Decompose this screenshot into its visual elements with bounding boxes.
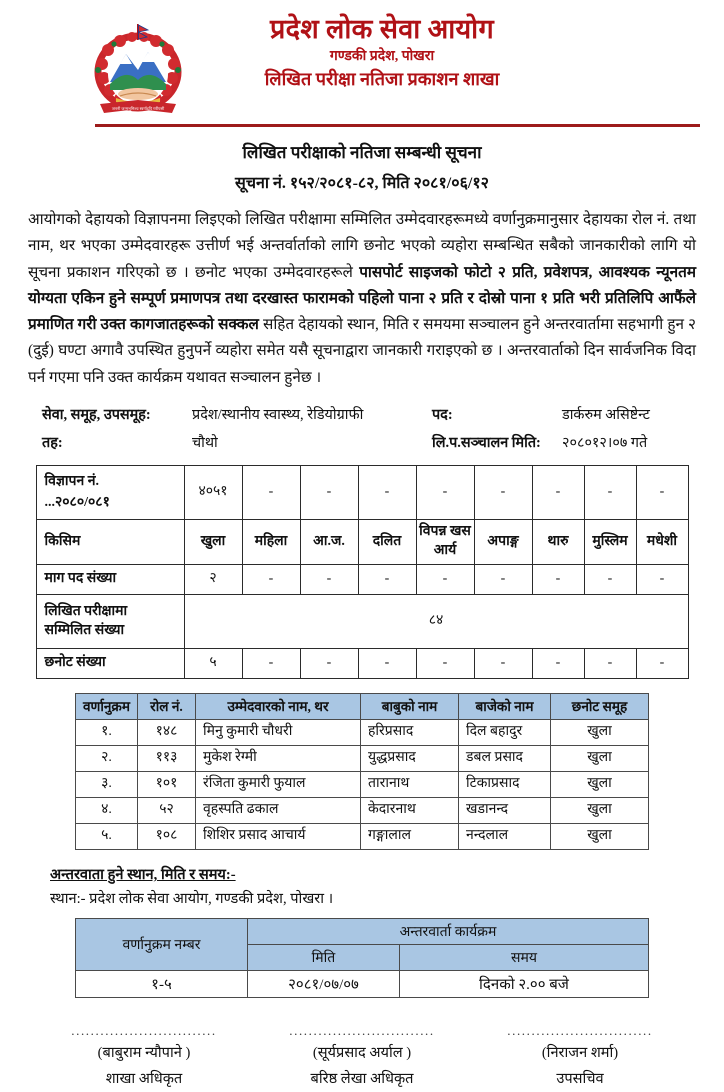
cell-roll: ११३: [138, 746, 196, 772]
kisim-cell-3: दलित: [358, 520, 416, 565]
service-info-block: [42, 401, 696, 457]
cell-group: खुला: [551, 746, 649, 772]
table-row-kisim: [36, 520, 688, 565]
appeared-label: [36, 595, 184, 649]
notice-title: लिखित परीक्षाको नतिजा सम्बन्धी सूचना: [242, 143, 482, 162]
cell-grandfather: दिल बहादुर: [459, 720, 551, 746]
level-value: चौथो: [192, 435, 218, 452]
interview-section: [0, 850, 724, 998]
cell-sn: ३.: [76, 772, 138, 798]
quota-table: [36, 465, 689, 679]
iv-col-header-sn: वर्णानुक्रम नम्बर: [75, 919, 247, 971]
signature-name: (बाबुराम न्यौपाने ): [97, 1045, 191, 1062]
selected-cell-4: -: [416, 649, 474, 679]
signature-3: [480, 1024, 680, 1092]
advertisement-label: [36, 466, 184, 520]
iv-col-header-time: समय: [399, 945, 648, 971]
notice-number: सूचना नं. १५२/२०८१-८२, मिति २०८१/०६/१२: [235, 175, 489, 192]
ad-label-line1: विज्ञापन नं.: [44, 474, 100, 490]
kisim-cell-6: थारु: [532, 520, 584, 565]
table-row-advertisement: [36, 466, 688, 520]
cell-roll: १०१: [138, 772, 196, 798]
interview-heading: अन्तरवाता हुने स्थान, मिति र समय:-: [50, 867, 236, 884]
cell-roll: १०८: [138, 824, 196, 850]
signature-dotted-line: ..............................: [71, 1023, 217, 1039]
cell-father: केदारनाथ: [361, 798, 459, 824]
demand-label: माग पद संख्या: [36, 565, 184, 595]
cell-name: मुकेश रेग्मी: [196, 746, 361, 772]
nepal-coat-of-arms-emblem: [86, 20, 190, 120]
iv-col-header-program: अन्तरवार्ता कार्यक्रम: [247, 919, 648, 945]
candidates-header-row: [76, 694, 649, 720]
service-label: सेवा, समूह, उपसमूह:: [42, 407, 151, 424]
selected-candidates-table: [75, 693, 649, 850]
signature-dotted-line: ..............................: [507, 1023, 653, 1039]
cell-father: गङ्गालाल: [361, 824, 459, 850]
cell-group: खुला: [551, 772, 649, 798]
cell-name: वृहस्पति ढकाल: [196, 798, 361, 824]
col-header-father: बाबुको नाम: [361, 694, 459, 720]
cell-sn: १.: [76, 720, 138, 746]
notice-body-paragraph: [28, 207, 696, 391]
demand-cell-0: २: [184, 565, 242, 595]
cell-group: खुला: [551, 720, 649, 746]
demand-cell-1: -: [242, 565, 300, 595]
ad-cell-6: -: [532, 466, 584, 520]
selected-cell-1: -: [242, 649, 300, 679]
exam-date-label: लि.प.सञ्चालन मिति:: [432, 435, 541, 452]
appeared-total-value: ८४: [184, 595, 688, 649]
organization-branch: लिखित परीक्षा नतिजा प्रकाशन शाखा: [264, 68, 500, 89]
table-row: [76, 798, 649, 824]
iv-cell-time: दिनको २.०० बजे: [399, 971, 648, 998]
kisim-cell-0: खुला: [184, 520, 242, 565]
col-header-name: उम्मेदवारको नाम, थर: [196, 694, 361, 720]
iv-col-header-date: मिति: [247, 945, 399, 971]
cell-grandfather: खडानन्द: [459, 798, 551, 824]
table-row: [75, 971, 648, 998]
cell-father: युद्धप्रसाद: [361, 746, 459, 772]
organization-province: गण्डकी प्रदेश, पोखरा: [329, 48, 435, 64]
level-examdate-row: [42, 429, 696, 457]
cell-group: खुला: [551, 824, 649, 850]
selected-cell-3: -: [358, 649, 416, 679]
signature-dotted-line: ..............................: [289, 1023, 435, 1039]
kisim-cell-2: आ.ज.: [300, 520, 358, 565]
signature-designation: शाखा अधिकृत: [105, 1070, 183, 1087]
col-header-roll: रोल नं.: [138, 694, 196, 720]
selected-cell-2: -: [300, 649, 358, 679]
signature-block: [44, 1024, 680, 1092]
kisim-cell-5: अपाङ्ग: [474, 520, 532, 565]
signature-designation: बरिष्ठ लेखा अधिकृत: [310, 1070, 414, 1087]
service-value: प्रदेश/स्थानीय स्वास्थ्य, रेडियोग्राफी: [192, 407, 364, 424]
demand-cell-2: -: [300, 565, 358, 595]
demand-cell-4: -: [416, 565, 474, 595]
interview-schedule-table: [75, 918, 649, 998]
cell-name: मिनु कुमारी चौधरी: [196, 720, 361, 746]
demand-cell-6: -: [532, 565, 584, 595]
cell-roll: १४८: [138, 720, 196, 746]
organization-name: प्रदेश लोक सेवा आयोग: [270, 14, 494, 44]
ad-cell-3: -: [358, 466, 416, 520]
demand-cell-8: -: [636, 565, 688, 595]
post-value: डार्करुम असिष्टेन्ट: [562, 407, 650, 424]
signature-2: [262, 1024, 462, 1092]
iv-cell-date: २०८१/०७/०७: [247, 971, 399, 998]
selected-cell-8: -: [636, 649, 688, 679]
kisim-cell-4: विपन्न खस आर्य: [416, 520, 474, 565]
demand-cell-3: -: [358, 565, 416, 595]
selected-cell-5: -: [474, 649, 532, 679]
post-label: पद:: [432, 407, 453, 424]
kisim-cell-1: महिला: [242, 520, 300, 565]
document-header: [0, 0, 724, 118]
cell-grandfather: नन्दलाल: [459, 824, 551, 850]
ad-cell-1: -: [242, 466, 300, 520]
selected-cell-7: -: [584, 649, 636, 679]
table-row-appeared: [36, 595, 688, 649]
selected-cell-0: ५: [184, 649, 242, 679]
selected-label: छनोट संख्या: [36, 649, 184, 679]
header-divider: [95, 124, 700, 127]
iv-cell-sn: १-५: [75, 971, 247, 998]
signature-name: (निराजन शर्मा): [541, 1045, 619, 1062]
cell-group: खुला: [551, 798, 649, 824]
ad-cell-2: -: [300, 466, 358, 520]
signature-1: [44, 1024, 244, 1092]
col-header-sn: वर्णानुक्रम: [76, 694, 138, 720]
demand-cell-7: -: [584, 565, 636, 595]
table-row: [76, 720, 649, 746]
kisim-label: किसिम: [36, 520, 184, 565]
ad-cell-7: -: [584, 466, 636, 520]
appeared-label-line1: लिखित परीक्षामा: [44, 603, 128, 619]
cell-name: शिशिर प्रसाद आचार्य: [196, 824, 361, 850]
table-row: [76, 772, 649, 798]
table-row: [76, 746, 649, 772]
body-bold-requirements: पासपोर्ट साइजको फोटो २ प्रति, प्रवेशपत्र, आवश्यक न्यूनतम योग्यता एकिन हुने सम्पूर्ण प्रमाणपत्र तथा दरखास्त फारामको पहिलो पाना २ प्रति र दोस्रो पाना १ प्रति भरी प्रतिलिपि आफैंले प्रमाणित गरी उक्त कागजातहरूको सक्कल: [28, 263, 696, 334]
col-header-group: छनोट समूह: [551, 694, 649, 720]
cell-father: तारानाथ: [361, 772, 459, 798]
interview-place: स्थान:- प्रदेश लोक सेवा आयोग, गण्डकी प्रदेश, पोखरा ।: [50, 891, 334, 908]
col-header-grandfather: बाजेको नाम: [459, 694, 551, 720]
selected-cell-6: -: [532, 649, 584, 679]
table-row: [76, 824, 649, 850]
signature-designation: उपसचिव: [556, 1070, 604, 1087]
ad-label-line2: ...२०८०/०८१: [44, 494, 110, 510]
cell-grandfather: डबल प्रसाद: [459, 746, 551, 772]
service-post-row: [42, 401, 696, 429]
ad-cell-0: ४०५१: [184, 466, 242, 520]
kisim-cell-8: मधेशी: [636, 520, 688, 565]
cell-name: रंजिता कुमारी फुयाल: [196, 772, 361, 798]
body-part-1: आयोगको देहायको विज्ञापनमा लिइएको लिखित परीक्षामा सम्मिलित उम्मेदवारहरूमध्ये वर्णानुक्रमानुसार देहायका रोल नं. तथा नाम, थर भएका उम्मेदवारहरू उत्तीर्ण भई अन्तर्वार्ताको लागि छनोट भएको व्यहोरा सम्बन्धित सबैको जानकारीको लागि यो सूचना प्रकाशन गरिएको छ । छनोट भएका उम्मेदवारहरूले: [28, 211, 696, 281]
kisim-cell-7: मुस्लिम: [584, 520, 636, 565]
cell-sn: ५.: [76, 824, 138, 850]
ad-cell-8: -: [636, 466, 688, 520]
demand-cell-5: -: [474, 565, 532, 595]
ad-cell-5: -: [474, 466, 532, 520]
cell-father: हरिप्रसाद: [361, 720, 459, 746]
table-row-selected: [36, 649, 688, 679]
ad-cell-4: -: [416, 466, 474, 520]
svg-text:जननी जन्मभूमिश्च स्वर्गादपि गर: जननी जन्मभूमिश्च स्वर्गादपि गरीयसी: [111, 106, 165, 111]
interview-header-row-1: [75, 919, 648, 945]
table-row-demand: [36, 565, 688, 595]
level-label: तह:: [42, 435, 63, 452]
cell-sn: २.: [76, 746, 138, 772]
signature-name: (सूर्यप्रसाद अर्याल ): [312, 1045, 412, 1062]
cell-sn: ४.: [76, 798, 138, 824]
appeared-label-line2: सम्मिलित संख्या: [44, 622, 125, 638]
cell-grandfather: टिकाप्रसाद: [459, 772, 551, 798]
cell-roll: ५२: [138, 798, 196, 824]
exam-date-value: २०८०१२।०७ गते: [562, 435, 648, 452]
body-part-2: सहित देहायको स्थान, मिति र समयमा सञ्चालन हुने अन्तरवार्तामा सहभागी हुन २ (दुई) घण्टा अगावै उपस्थित हुनुपर्ने व्यहोरा समेत यसै सूचनाद्वारा जानकारी गराइएको छ । अन्तरवार्ताको दिन सार्वजनिक विदा पर्न गएमा पनि उक्त कार्यक्रम यथावत सञ्चालन हुनेछ ।: [28, 316, 696, 386]
